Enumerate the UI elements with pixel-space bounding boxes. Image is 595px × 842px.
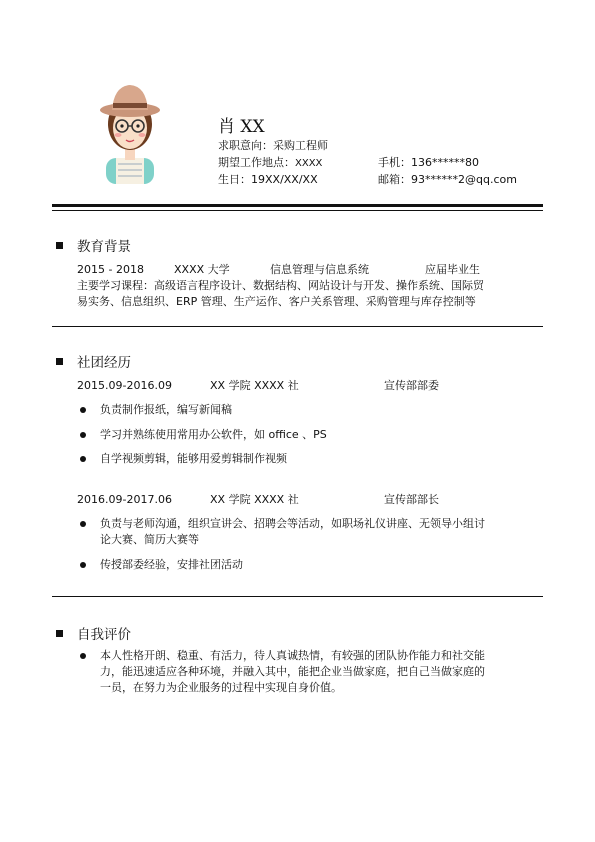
list-item-text: 自学视频剪辑，能够用爱剪辑制作视频 xyxy=(100,452,287,465)
club-period: 2016.09-2017.06 xyxy=(77,493,172,506)
email-line xyxy=(378,172,517,188)
list-item xyxy=(80,648,540,696)
section-title: 社团经历 xyxy=(77,355,131,371)
edu-degree: 应届毕业生 xyxy=(425,263,480,276)
phone-line xyxy=(378,155,479,171)
list-item-text: 传授部委经验，安排社团活动 xyxy=(100,558,243,571)
list-item xyxy=(80,516,540,548)
header-divider-thick xyxy=(52,204,543,207)
bullet-icon xyxy=(80,562,86,568)
bullet-icon xyxy=(80,432,86,438)
section-square-icon xyxy=(56,358,63,365)
section-square-icon xyxy=(56,630,63,637)
section-club-heading xyxy=(56,351,131,371)
list-item-text: 负责与老师沟通，组织宣讲会、招聘会等活动，如职场礼仪讲座、无领导小组讨 论大赛、简历大赛等 xyxy=(100,517,485,546)
job-intent-label: 求职意向： xyxy=(218,139,273,152)
phone-label: 手机： xyxy=(378,156,411,169)
job-intent-value: 采购工程师 xyxy=(273,139,328,152)
club-org: XX 学院 XXXX 社 xyxy=(210,493,299,506)
club-role: 宣传部部长 xyxy=(384,493,439,506)
section-education-heading xyxy=(56,235,131,255)
edu-courses-line1: 主要学习课程：高级语言程序设计、数据结构、网站设计与开发、操作系统、国际贸 xyxy=(77,279,484,292)
location-value: XXXX xyxy=(295,158,323,169)
bullet-icon xyxy=(80,521,86,527)
bullet-icon xyxy=(80,653,86,659)
location-label: 期望工作地点： xyxy=(218,156,295,169)
club-role: 宣传部部委 xyxy=(384,379,439,392)
edu-major: 信息管理与信息系统 xyxy=(270,263,369,276)
candidate-name: 肖 XX xyxy=(218,117,265,137)
header-divider-thin xyxy=(52,210,543,211)
bullet-icon xyxy=(80,407,86,413)
email-value: 93******2@qq.com xyxy=(411,173,517,186)
avatar xyxy=(96,80,164,184)
birth-label: 生日： xyxy=(218,173,251,186)
list-item xyxy=(80,557,540,573)
list-item xyxy=(80,427,540,443)
section-title: 教育背景 xyxy=(77,239,131,255)
club-org: XX 学院 XXXX 社 xyxy=(210,379,299,392)
list-item-text: 负责制作报纸，编写新闻稿 xyxy=(100,403,232,416)
list-item xyxy=(80,451,540,467)
club-period: 2015.09-2016.09 xyxy=(77,379,172,392)
bullet-icon xyxy=(80,456,86,462)
birth-value: 19XX/XX/XX xyxy=(251,173,318,186)
self-eval-text: 本人性格开朗、稳重、有活力，待人真诚热情，有较强的团队协作能力和社交能 力，能迅速适应各种环境，并融入其中，能把企业当做家庭，把自己当做家庭的 一员，在努力为企业服务的过程中实现自身价值。 xyxy=(100,649,485,694)
location-line xyxy=(218,155,322,172)
section-title: 自我评价 xyxy=(77,627,131,643)
edu-school: XXXX 大学 xyxy=(174,263,230,276)
email-label: 邮箱： xyxy=(378,173,411,186)
birth-line xyxy=(218,172,318,188)
section-square-icon xyxy=(56,242,63,249)
list-item xyxy=(80,402,540,418)
section-divider xyxy=(52,596,543,597)
job-intent-line xyxy=(218,138,328,154)
phone-value: 136******80 xyxy=(411,156,479,169)
edu-courses-line2: 易实务、信息组织、ERP 管理、生产运作、客户关系管理、采购管理与库存控制等 xyxy=(77,295,476,308)
section-self-eval-heading xyxy=(56,623,131,643)
edu-period: 2015 - 2018 xyxy=(77,263,144,276)
list-item-text: 学习并熟练使用常用办公软件，如 office 、PS xyxy=(100,428,327,441)
section-divider xyxy=(52,326,543,327)
